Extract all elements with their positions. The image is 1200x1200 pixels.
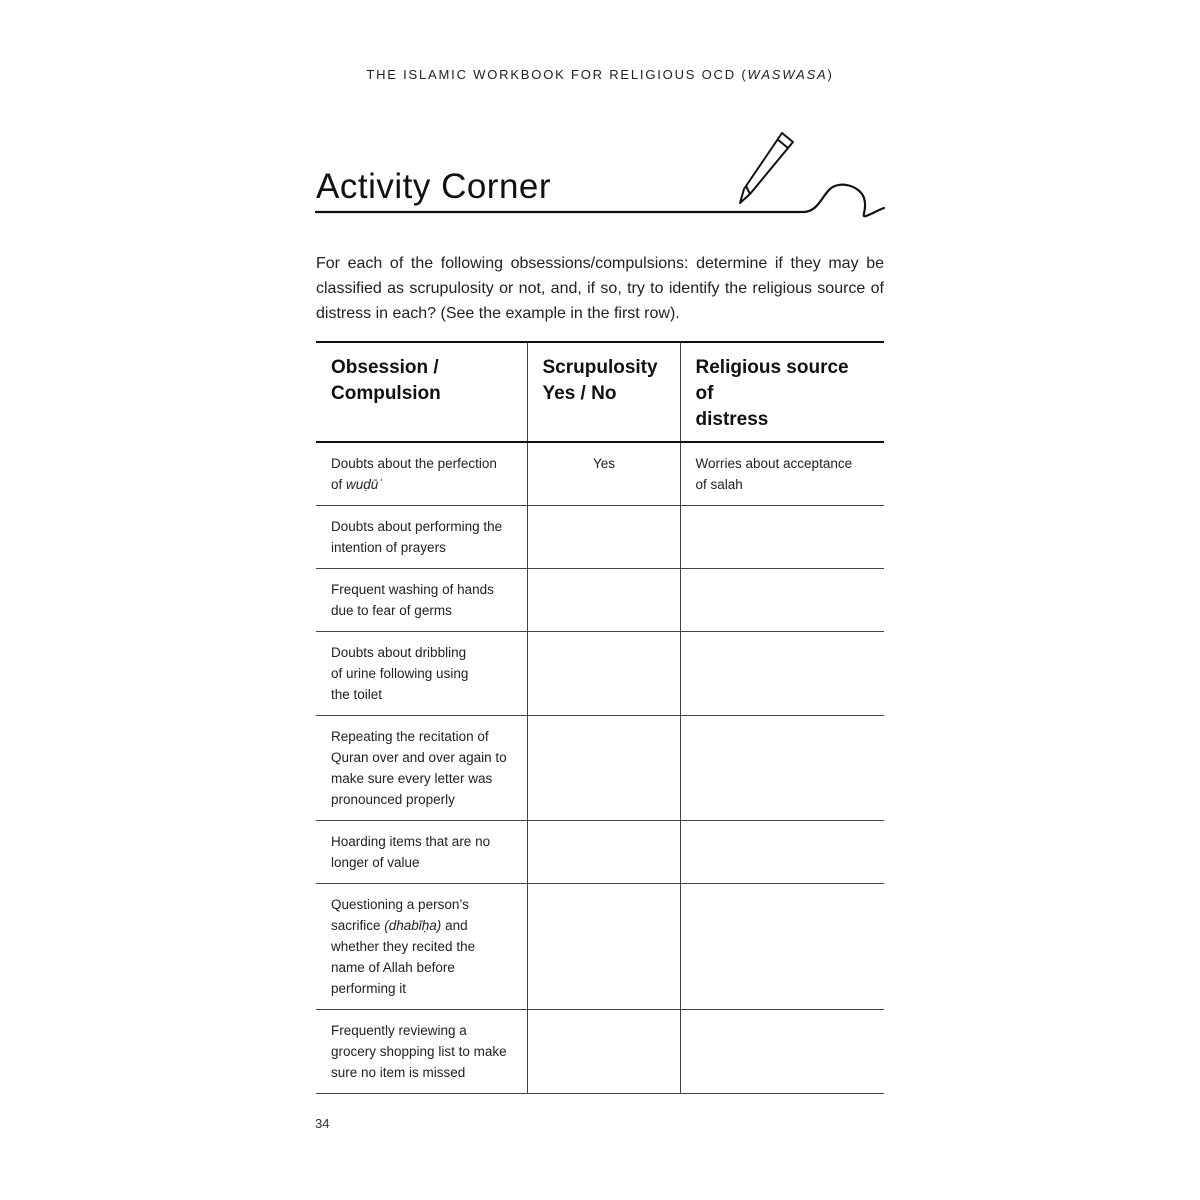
table-row	[316, 442, 884, 506]
pencil-icon	[740, 133, 793, 203]
header-obsession: Obsession / Compulsion	[331, 357, 441, 404]
running-head-suffix: )	[827, 67, 834, 82]
scrupulosity-cell[interactable]	[527, 884, 680, 1010]
section-title: Activity Corner	[316, 167, 552, 206]
table-row	[316, 716, 884, 821]
source-cell[interactable]	[680, 884, 884, 1010]
table-row	[316, 569, 884, 632]
source-cell[interactable]	[680, 506, 884, 569]
table-row	[316, 506, 884, 569]
scrupulosity-cell[interactable]	[527, 569, 680, 632]
running-head-prefix: THE ISLAMIC WORKBOOK FOR RELIGIOUS OCD (	[366, 67, 748, 82]
table-row	[316, 632, 884, 716]
obsession-cell: Doubts about the perfection of wuḍūʾ	[331, 456, 497, 492]
running-head-italic: WASWASA	[747, 67, 828, 82]
source-cell[interactable]	[680, 821, 884, 884]
source-cell[interactable]	[680, 1010, 884, 1094]
obsession-cell: Questioning a person’s sacrifice (dhabīḥa) and whether they recited the name of Allah before performing it	[331, 897, 476, 996]
scrupulosity-cell[interactable]	[527, 1010, 680, 1094]
table-row	[316, 821, 884, 884]
scrupulosity-cell[interactable]	[527, 821, 680, 884]
obsession-cell: Hoarding items that are no longer of value	[331, 834, 491, 870]
obsession-cell: Repeating the recitation of Quran over and over again to make sure every letter was pronounced properly	[331, 729, 507, 807]
table-row	[316, 1010, 884, 1094]
table-row	[316, 884, 884, 1010]
scrupulosity-cell: Yes	[527, 442, 680, 506]
source-cell[interactable]	[680, 569, 884, 632]
header-scrupulosity: Scrupulosity Yes / No	[527, 342, 680, 442]
scrupulosity-cell[interactable]	[527, 632, 680, 716]
obsession-cell: Doubts about dribbling of urine following using the toilet	[331, 645, 469, 702]
header-religious-source: Religious source of distress	[680, 342, 884, 442]
activity-table	[316, 341, 884, 1094]
source-cell: Worries about acceptance of salah	[680, 442, 884, 506]
source-cell[interactable]	[680, 632, 884, 716]
source-cell[interactable]	[680, 716, 884, 821]
scrupulosity-cell[interactable]	[527, 716, 680, 821]
title-underline-with-pencil	[0, 0, 1200, 240]
page-number: 34	[315, 1116, 330, 1131]
obsession-cell: Frequently reviewing a grocery shopping list to make sure no item is missed	[331, 1023, 507, 1080]
intro-paragraph: For each of the following obsessions/compulsions: determine if they may be classified as scrupulosity or not, and, if so, try to identify the religious source of distress in each? (See the example in the first row).	[316, 255, 884, 322]
obsession-cell: Frequent washing of hands due to fear of germs	[331, 582, 494, 618]
obsession-cell: Doubts about performing the intention of prayers	[331, 519, 503, 555]
table-header-row	[316, 342, 884, 442]
scrupulosity-cell[interactable]	[527, 506, 680, 569]
